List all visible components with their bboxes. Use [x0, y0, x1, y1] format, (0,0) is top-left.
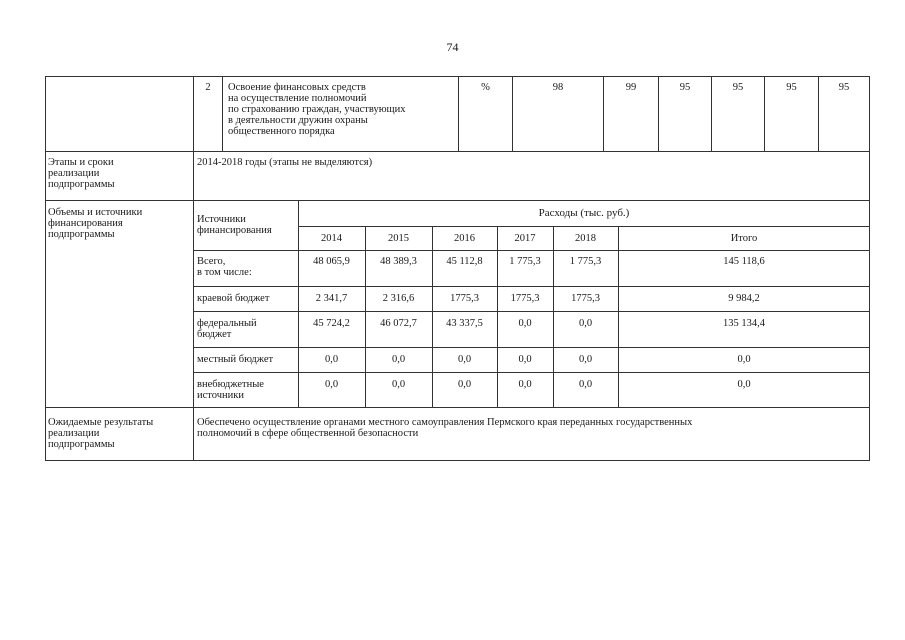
indicator-value: 95: [679, 82, 691, 93]
funding-row-line: [193, 347, 870, 348]
stages-label: Этапы и сроки реализации подпрограммы: [48, 157, 115, 190]
funding-cell: 0,0: [391, 354, 406, 365]
funding-total: 0,0: [737, 354, 751, 365]
funding-cell: 45 112,8: [446, 256, 483, 267]
funding-row-label: Всего, в том числе:: [197, 256, 252, 278]
funding-row-label: местный бюджет: [197, 354, 274, 365]
funding-cell: 0,0: [324, 354, 339, 365]
indicator-empty-cell: [45, 76, 194, 152]
funding-cell: 2 341,7: [315, 293, 348, 304]
funding-total: 145 118,6: [723, 256, 765, 267]
funding-cell: 48 065,9: [313, 256, 350, 267]
funding-cell: 0,0: [578, 379, 593, 390]
funding-cell: 1 775,3: [509, 256, 541, 267]
indicator-name-line: в деятельности дружин охраны: [228, 115, 368, 126]
funding-cell: 46 072,7: [380, 318, 417, 329]
funding-row-label: краевой бюджет: [197, 293, 270, 304]
year-header: 2015: [388, 233, 409, 244]
year-header: 2014: [321, 233, 342, 244]
funding-cell: 2 316,6: [382, 293, 415, 304]
funding-row-line: [193, 311, 870, 312]
funding-cell: 1775,3: [510, 293, 540, 304]
sources-header: Источники финансирования: [197, 214, 272, 236]
expenses-header: Расходы (тыс. руб.): [538, 207, 630, 219]
results-value: Обеспечено осуществление органами местного самоуправления Пермского края переданных государственных полномочий в сфере общественной безопасности: [197, 417, 693, 439]
funding-cell: 0,0: [457, 354, 472, 365]
funding-cell: 0,0: [457, 379, 472, 390]
year-header: 2018: [575, 233, 596, 244]
funding-cell: 43 337,5: [446, 318, 483, 329]
stages-value: 2014-2018 годы (этапы не выделяются): [197, 157, 373, 168]
results-label: Ожидаемые результаты реализации подпрограммы: [48, 417, 154, 450]
funding-cell: 48 389,3: [380, 256, 417, 267]
funding-row-label: внебюджетные источники: [197, 379, 264, 401]
funding-cell: 0,0: [518, 379, 532, 390]
funding-cell: 1775,3: [571, 293, 600, 304]
indicator-value: 95: [732, 82, 744, 93]
indicator-value: 99: [625, 82, 637, 93]
funding-cell: 0,0: [518, 354, 532, 365]
funding-header-line: [298, 226, 870, 227]
funding-row-line: [193, 372, 870, 373]
year-header: 2016: [454, 233, 475, 244]
page-number: 74: [446, 40, 459, 54]
indicator-index: 2: [205, 82, 211, 93]
total-header: Итого: [730, 233, 758, 244]
funding-cell: 45 724,2: [313, 318, 350, 329]
indicator-name-line: общественного порядка: [228, 126, 335, 137]
funding-row-label: федеральный бюджет: [197, 318, 257, 340]
funding-col-line: [298, 200, 299, 408]
year-header: 2017: [514, 233, 536, 244]
indicator-name: [228, 82, 406, 137]
indicator-value: 95: [786, 82, 797, 93]
indicator-unit: %: [481, 82, 490, 93]
indicator-name-line: на осуществление полномочий: [228, 93, 367, 104]
indicator-name-line: по страхованию граждан, участвующих: [228, 104, 406, 115]
funding-total: 135 134,4: [723, 318, 765, 329]
funding-row-line: [193, 286, 870, 287]
funding-total: 9 984,2: [728, 293, 760, 304]
funding-cell: 0,0: [518, 318, 532, 329]
funding-cell: 0,0: [578, 318, 593, 329]
funding-row-line: [193, 250, 870, 251]
indicator-name-line: Освоение финансовых средств: [228, 82, 366, 93]
funding-cell: 0,0: [324, 379, 339, 390]
funding-nested-table: [193, 200, 870, 408]
funding-label: Объемы и источники финансирования подпрограммы: [48, 207, 143, 240]
funding-cell: 1775,3: [450, 293, 479, 304]
funding-cell: 0,0: [391, 379, 406, 390]
funding-cell: 0,0: [578, 354, 593, 365]
funding-total: 0,0: [737, 379, 751, 390]
funding-cell: 1 775,3: [569, 256, 602, 267]
indicator-value: 98: [552, 82, 564, 93]
indicator-value: 95: [838, 82, 850, 93]
